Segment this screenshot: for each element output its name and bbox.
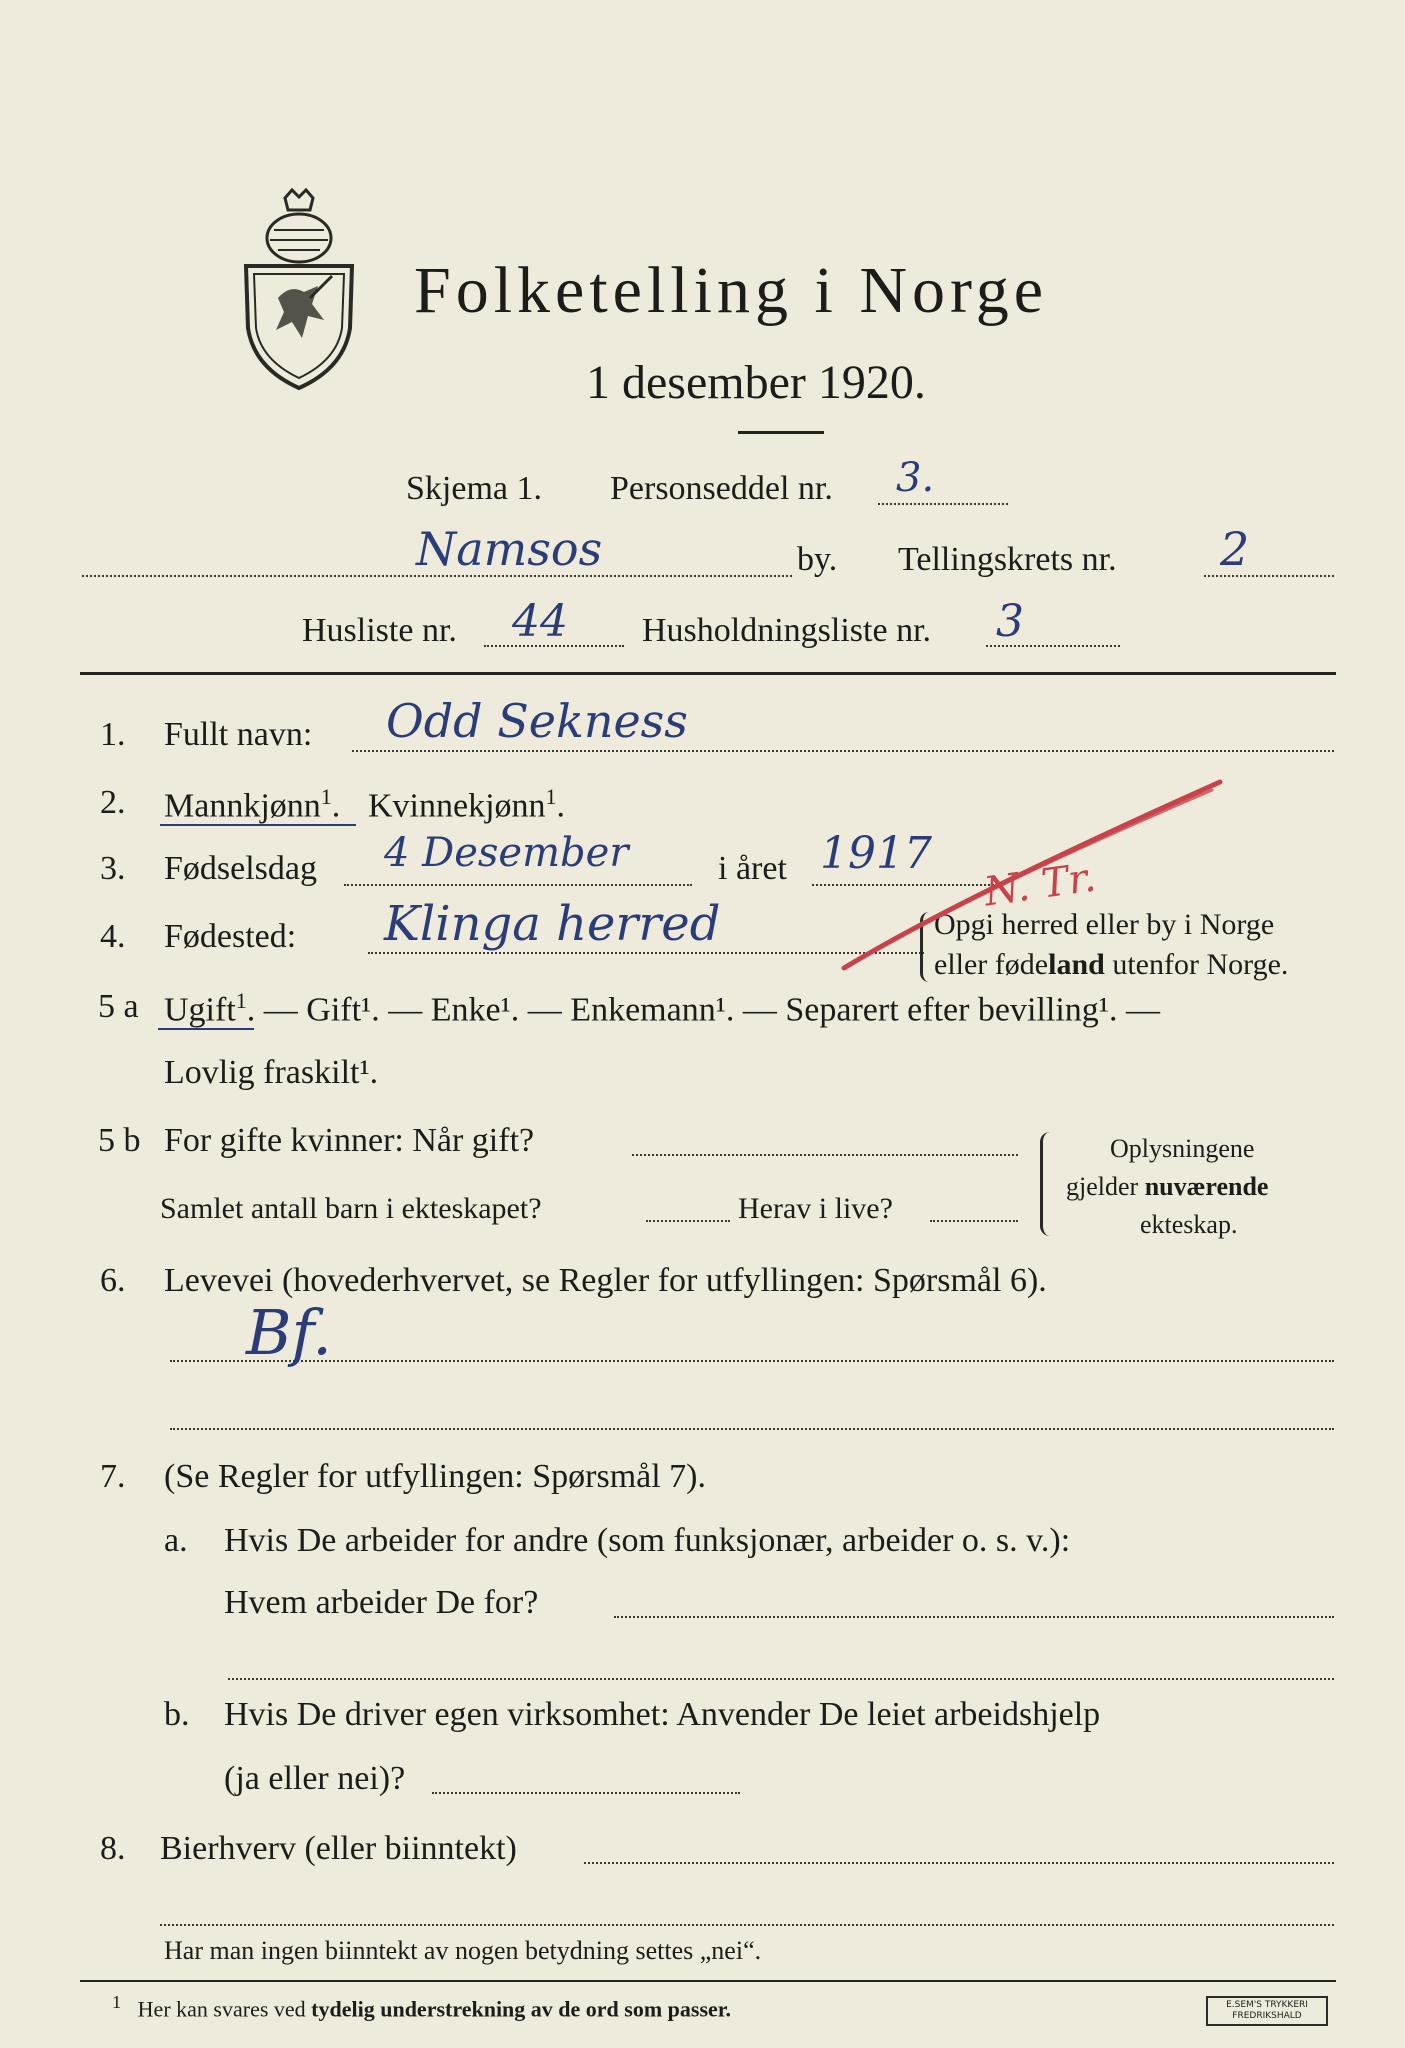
q5b-alive-label: Herav i live? xyxy=(738,1192,893,1225)
q3-year-label: i året xyxy=(718,850,787,887)
q4-note-line2: eller fødeland utenfor Norge. xyxy=(934,948,1289,981)
personseddel-line xyxy=(878,503,1008,505)
q8-number: 8. xyxy=(100,1830,126,1867)
husholdningsliste-value[interactable]: 3 xyxy=(996,596,1024,647)
q6-number: 6. xyxy=(100,1262,126,1299)
q2-number: 2. xyxy=(100,784,126,821)
q3-day-line xyxy=(344,884,692,886)
q4-value[interactable]: Klinga herred xyxy=(384,896,721,952)
q6-label: Levevei (hovederhvervet, se Regler for utfyllingen: Spørsmål 6). xyxy=(164,1262,1047,1299)
printer-stamp: E.SEM'S TRYKKERI FREDRIKSHALD xyxy=(1206,1996,1328,2026)
q2-female-option[interactable]: Kvinnekjønn$^1$. xyxy=(368,784,566,825)
q7a-letter: a. xyxy=(164,1522,188,1559)
red-strike-mark xyxy=(840,778,1240,978)
q7b-letter: b. xyxy=(164,1696,190,1733)
skjema-label: Skjema 1. xyxy=(406,470,542,507)
q8-label: Bierhverv (eller biinntekt) xyxy=(160,1830,517,1867)
q5b-children-label: Samlet antall barn i ekteskapet? xyxy=(160,1192,542,1225)
q2-male-underline xyxy=(160,824,356,826)
q5b-when-line xyxy=(632,1154,1018,1156)
q8-line2 xyxy=(160,1924,1334,1926)
q7-label: (Se Regler for utfyllingen: Spørsmål 7). xyxy=(164,1458,707,1495)
q1-line xyxy=(352,750,1334,752)
personseddel-value[interactable]: 3. xyxy=(896,455,935,501)
q7b-line xyxy=(432,1792,740,1794)
q1-number: 1. xyxy=(100,716,126,753)
husliste-value[interactable]: 44 xyxy=(512,596,568,647)
header-divider xyxy=(80,672,1336,675)
q4-number: 4. xyxy=(100,918,126,955)
husliste-label: Husliste nr. xyxy=(302,612,457,649)
q7b-text: Hvis De driver egen virksomhet: Anvender De leiet arbeidshjelp xyxy=(224,1696,1101,1733)
q5b-note-line1: Oplysningene xyxy=(1110,1134,1255,1163)
form-title: Folketelling i Norge xyxy=(414,254,1049,327)
q4-note-line1: Opgi herred eller by i Norge xyxy=(934,908,1275,941)
q5b-note-bracket xyxy=(1040,1132,1051,1236)
q7a-text: Hvis De arbeider for andre (som funksjonær, arbeider o. s. v.): xyxy=(224,1522,1071,1559)
footnote: $^1$ Her kan svares ved tydelig understrekning av de ord som passer. xyxy=(112,1992,732,2022)
q5a-options[interactable]: Ugift$^1$. — Gift¹. — Enke¹. — Enkemann¹. — Separert efter bevilling¹. — xyxy=(164,988,1160,1029)
census-date: 1 desember 1920. xyxy=(586,356,926,409)
q5b-when-married: For gifte kvinner: Når gift? xyxy=(164,1122,535,1159)
q5b-note-line2: gjelder nuværende xyxy=(1066,1172,1269,1201)
q7a-line2 xyxy=(228,1678,1334,1680)
tellingskrets-value[interactable]: 2 xyxy=(1220,522,1250,576)
footer-divider xyxy=(80,1980,1336,1982)
q6-line1 xyxy=(170,1360,1334,1362)
q3-day-value[interactable]: 4 Desember xyxy=(384,830,629,876)
personseddel-label: Personseddel nr. xyxy=(610,470,833,507)
town-suffix: by. xyxy=(797,541,838,578)
q5b-children-line xyxy=(646,1220,730,1222)
title-divider xyxy=(738,431,824,434)
q2-male-option[interactable]: Mannkjønn$^1$. xyxy=(164,784,341,825)
footer-note: Har man ingen biinntekt av nogen betydning settes „nei“. xyxy=(164,1936,762,1965)
q8-line1 xyxy=(584,1862,1334,1864)
town-value[interactable]: Namsos xyxy=(416,522,603,576)
q5b-note-line3: ekteskap. xyxy=(1140,1210,1238,1239)
q7-number: 7. xyxy=(100,1458,126,1495)
q3-year-value[interactable]: 1917 xyxy=(820,828,932,879)
q5a-ugift-underline xyxy=(158,1028,254,1030)
q6-line2 xyxy=(170,1428,1334,1430)
tellingskrets-label: Tellingskrets nr. xyxy=(898,541,1117,578)
q7a-line1 xyxy=(614,1616,1334,1618)
q5a-number: 5 a xyxy=(98,988,139,1025)
q5a-ugift-option[interactable]: Ugift xyxy=(164,991,236,1029)
q3-number: 3. xyxy=(100,850,126,887)
q7b-question: (ja eller nei)? xyxy=(224,1760,406,1797)
q5b-alive-line xyxy=(930,1220,1018,1222)
q1-value[interactable]: Odd Sekness xyxy=(386,694,688,748)
q5a-line2[interactable]: Lovlig fraskilt¹. xyxy=(164,1054,379,1091)
q3-label: Fødselsdag xyxy=(164,850,317,887)
q5b-number: 5 b xyxy=(98,1122,141,1159)
q1-label: Fullt navn: xyxy=(164,716,313,753)
coat-of-arms-icon xyxy=(240,188,358,393)
q3-annotation: N. Tr. xyxy=(981,854,1099,916)
q4-label: Fødested: xyxy=(164,918,297,955)
q6-value[interactable]: Bf. xyxy=(246,1296,333,1369)
husholdningsliste-label: Husholdningsliste nr. xyxy=(642,612,932,649)
q7a-question: Hvem arbeider De for? xyxy=(224,1584,539,1621)
